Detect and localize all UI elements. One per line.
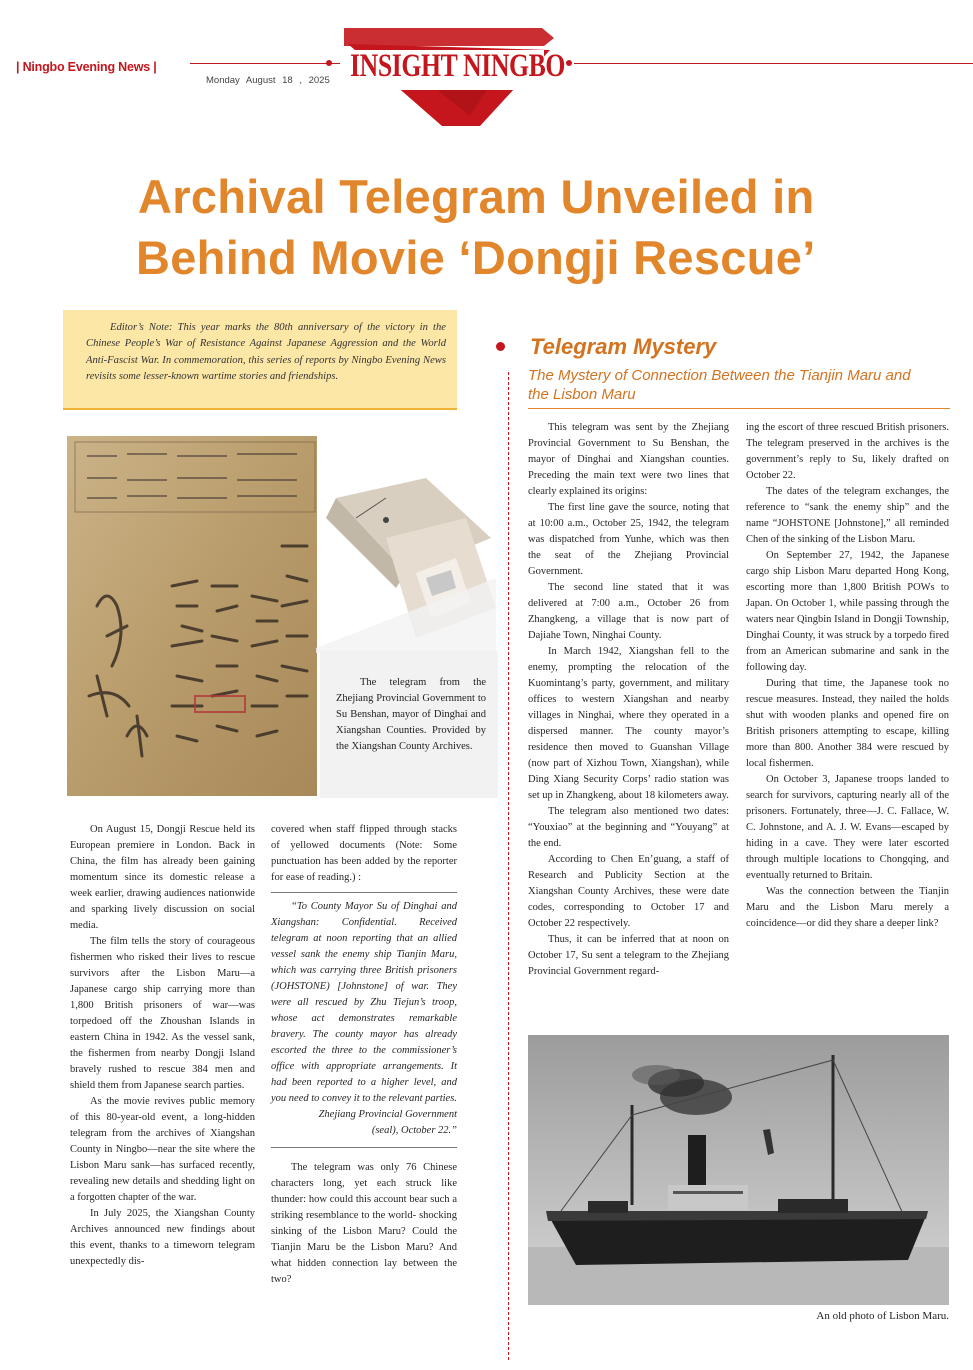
column-divider — [508, 372, 509, 1360]
header-rule-left — [190, 63, 340, 64]
paragraph: The telegram was only 76 Chinese characters long, yet each struck like thunder: how could this account bear such a striking resemblance to the world- shocking sinking of the Lisbon Maru? Could the Tianjin Maru be the Lisbon Maru? And what hidden connection lay between the two? — [271, 1162, 457, 1285]
telegram-quote — [271, 899, 457, 1139]
article-column-4 — [746, 420, 949, 932]
ship-caption: An old photo of Lisbon Maru. — [816, 1310, 949, 1322]
paragraph: The first line gave the source, noting that at 10:00 a.m., October 25, 1942, the telegram was dispatched from Yunhe, which was then the seat of the Zhejiang Provincial Government. — [528, 502, 729, 577]
divider — [271, 892, 457, 893]
paragraph: ing the escort of three rescued British prisoners. The telegram preserved in the archives is the government’s reply to Su, likely drafted on October 22. — [746, 422, 949, 481]
lisbon-maru-photo — [528, 1035, 949, 1305]
telegram-document-illustration — [67, 436, 317, 796]
headline-line-1: Archival Telegram Unveiled in — [138, 170, 815, 223]
section-dot — [496, 342, 505, 351]
paragraph: In July 2025, the Xiangshan County Archives announced new findings about this event, thanks to a timeworn telegram unexpectedly dis- — [70, 1208, 255, 1267]
header-dot-right — [566, 60, 572, 66]
banner-title: INSIGHT NINGBO — [350, 48, 566, 84]
ship-illustration — [528, 1035, 949, 1305]
paragraph: Thus, it can be inferred that at noon on October 17, Su sent a telegram to the Zhejiang Provincial Government regard- — [528, 934, 729, 977]
paragraph: During that time, the Japanese took no rescue measures. Instead, they nailed the holds shut with wooden planks and opened fire on British prisoners attempting to escape, killing more than 800. Another 384 were rescued by local fishermen. — [746, 678, 949, 769]
divider — [271, 1147, 457, 1148]
headline — [138, 166, 968, 288]
editors-note — [86, 320, 446, 385]
telegram-caption-text: The telegram from the Zhejiang Provincial Government to Su Benshan, mayor of Dinghai and Xiangshan Counties. Provided by the Xiangshan County Archives. — [336, 677, 486, 752]
section-rule — [528, 408, 950, 409]
issue-date: Monday August 18 , 2025 — [206, 75, 330, 86]
article-column-3 — [528, 420, 729, 980]
paragraph: The second line stated that it was delivered at 7:00 a.m., October 26 from Zhangkeng, a village that is now part of Dajiahe Town, Ninghai County. — [528, 582, 729, 641]
paragraph: The film tells the story of courageous fishermen who risked their lives to rescue survivors after the Lisbon Maru—a Japanese cargo ship carrying more than 1,800 British prisoners of war—was torpedoed off the Zhoushan Islands in eastern China in 1942. As the vessel sank, the fishermen from nearby Dongji Island bravely rushed to rescue 384 men and shield them from Japanese search parties. — [70, 936, 255, 1091]
paragraph: According to Chen En’guang, a staff of Research and Publicity Section at the Xiangshan County Archives, these were date codes, corresponding to October 17 and October 22 respectively. — [528, 854, 729, 929]
article-column-2 — [271, 822, 457, 1288]
headline-line-2: Behind Movie ‘Dongji Rescue’ — [136, 231, 816, 284]
paragraph: On September 27, 1942, the Japanese cargo ship Lisbon Maru departed Hong Kong, escorting more than 1,800 British POWs to Japan. On October 1, while passing through the waters near Qingbin Island in Dongji Township, Dinghai County, it was struck by a torpedo fired from an American submarine and sank in the following day. — [746, 550, 949, 673]
paragraph: On October 3, Japanese troops landed to search for survivors, capturing nearly all of the prisoners. Fortunately, three—J. C. Fallace, W. C. Johnstone, and A. J. W. Evans—escaped by hiding in a cave. They were later escorted through multiple locations to Chongqing, and eventually returned to Britain. — [746, 774, 949, 881]
paragraph: On August 15, Dongji Rescue held its European premiere in London. Back in China, the film has already been gaining momentum since its domestic release a week earlier, drawing audiences nationwide and sparking lively discussion on social media. — [70, 824, 255, 931]
paragraph: Was the connection between the Tianjin Maru and the Lisbon Maru merely a coincidence—or did they share a deeper link? — [746, 886, 949, 929]
quote-text: “To County Mayor Su of Dinghai and Xiangshan: Confidential. Received telegram at noon reporting that an allied vessel sank the enemy ship Tianjin Maru, which was carrying three British prisoners (JOHSTONE) [Johnstone] of war. They were all rescued by Zhu Tiejun’s troop, whose act demonstrates remarkable bravery. The county mayor has already escorted the three to the commissioner’s office with appropriate arrangements. It had been reported to a higher level, and you need to convey it to the relevant parties. — [271, 901, 457, 1104]
section-title: Telegram Mystery — [530, 334, 717, 359]
header-rule-right — [574, 63, 973, 64]
article-column-1 — [70, 822, 255, 1270]
paragraph: This telegram was sent by the Zhejiang Provincial Government to Su Benshan, the mayor of Dinghai and Xiangshan counties. Preceding the main text were two lines that clearly explained its origins: — [528, 422, 729, 497]
paragraph: In March 1942, Xiangshan fell to the enemy, prompting the relocation of the Kuomintang’s party, government, and military offices to western Xiangshan and nearby villages in Ninghai, where they operated in a dispersed manner. The county mayor’s residence then moved to Guanshan Village (now part of Xizhou Town, Xiangshan), while Ding Xiang Security Corps’ radio station was set up in Zhangkeng, about 18 kilometers away. — [528, 646, 729, 801]
editors-note-text: Editor’s Note: This year marks the 80th anniversary of the victory in the Chinese People’s War of Resistance Against Japanese Aggression and the World Anti-Fascist War. In commemoration, this series of reports by Ningbo Evening News revisits some lesser-known wartime stories and friendships. — [86, 322, 446, 382]
paragraph: As the movie revives public memory of this 80-year-old event, a long-hidden telegram from the archives of Xiangshan County in Ningbo—near the site where the Lisbon Maru sank—has surfaced recently, revealing new details and shedding light on a forgotten chapter of the war. — [70, 1096, 255, 1203]
paper-name: | Ningbo Evening News | — [16, 60, 157, 74]
paragraph: covered when staff flipped through stacks of yellowed documents (Note: Some punctuation has been added by the reporter for ease of reading.) : — [271, 824, 457, 883]
section-subtitle: The Mystery of Connection Between the Tianjin Maru and the Lisbon Maru — [528, 367, 911, 403]
envelope-illustration — [316, 478, 496, 653]
telegram-caption — [336, 675, 486, 755]
paragraph: The telegram also mentioned two dates: “Youxiao” at the beginning and “Youyang” at the end. — [528, 806, 729, 849]
telegram-photo — [67, 436, 317, 796]
envelope-icon — [316, 478, 496, 653]
quote-signature: Zhejiang Provincial Government (seal), October 22.” — [318, 1109, 457, 1136]
paragraph: The dates of the telegram exchanges, the reference to “sank the enemy ship” and the name “JOHSTONE [Johnstone],” all reminded Chen of the sinking of the Lisbon Maru. — [746, 486, 949, 545]
